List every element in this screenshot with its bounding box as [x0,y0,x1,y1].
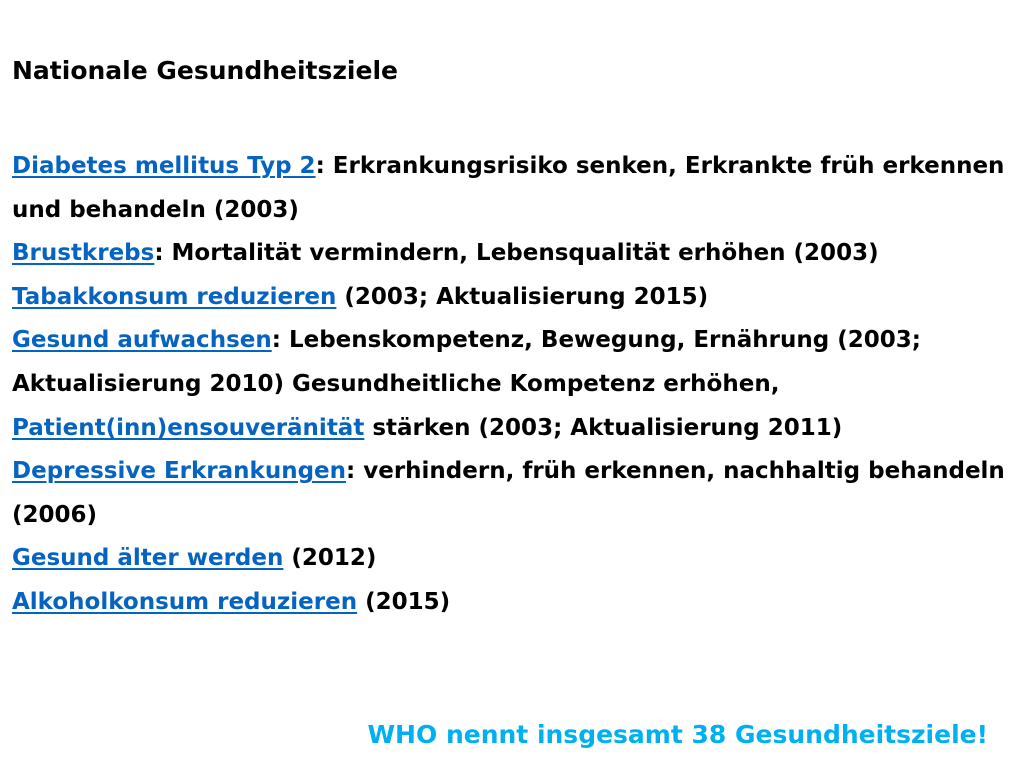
goal-text-alkoholkonsum: (2015) [357,588,451,615]
goal-depressive-erkrankungen [12,450,1012,537]
goal-text-depressive-erkrankungen: : verhindern, früh erkennen, nachhaltig behandeln (2006) [12,458,1005,528]
goal-text-brustkrebs: : Mortalität vermindern, Lebensqualität erhöhen (2003) [154,240,879,267]
goal-link-tabakkonsum[interactable]: Tabakkonsum reduzieren [12,283,337,310]
goal-diabetes [12,145,1012,232]
goals-list [12,145,1012,625]
goal-brustkrebs [12,232,1012,276]
goal-link-patientensouveraenitaet[interactable]: Patient(inn)ensouveränität [12,414,365,441]
goal-link-gesund-aelter-werden[interactable]: Gesund älter werden [12,545,284,572]
goal-text-tabakkonsum: (2003; Aktualisierung 2015) [336,283,709,310]
goal-gesund-aelter-werden [12,537,1012,581]
goal-tabakkonsum [12,276,1012,320]
goal-alkoholkonsum [12,581,1012,625]
goal-patientensouveraenitaet [12,407,1012,451]
goal-gesund-aufwachsen [12,319,1012,406]
goal-link-diabetes[interactable]: Diabetes mellitus Typ 2 [12,153,316,179]
who-note: WHO nennt insgesamt 38 Gesundheitsziele! [367,720,988,749]
goal-link-brustkrebs[interactable]: Brustkrebs [12,240,155,267]
goal-link-depressive-erkrankungen[interactable]: Depressive Erkrankungen [12,458,347,485]
goal-link-gesund-aufwachsen[interactable]: Gesund aufwachsen [12,327,272,354]
goal-text-patientensouveraenitaet: stärken (2003; Aktualisierung 2011) [364,414,843,441]
slide-title: Nationale Gesundheitsziele [12,56,398,85]
goal-link-alkoholkonsum[interactable]: Alkoholkonsum reduzieren [12,588,358,615]
goal-text-gesund-aelter-werden: (2012) [283,545,377,572]
goal-text-gesund-aufwachsen: : Lebenskompetenz, Bewegung, Ernährung (2003; Aktualisierung 2010) Gesundheitliche Kompetenz erhöhen, [12,327,921,397]
goal-text-diabetes: : Erkrankungsrisiko senken, Erkrankte früh erkennen und behandeln (2003) [12,153,1005,223]
